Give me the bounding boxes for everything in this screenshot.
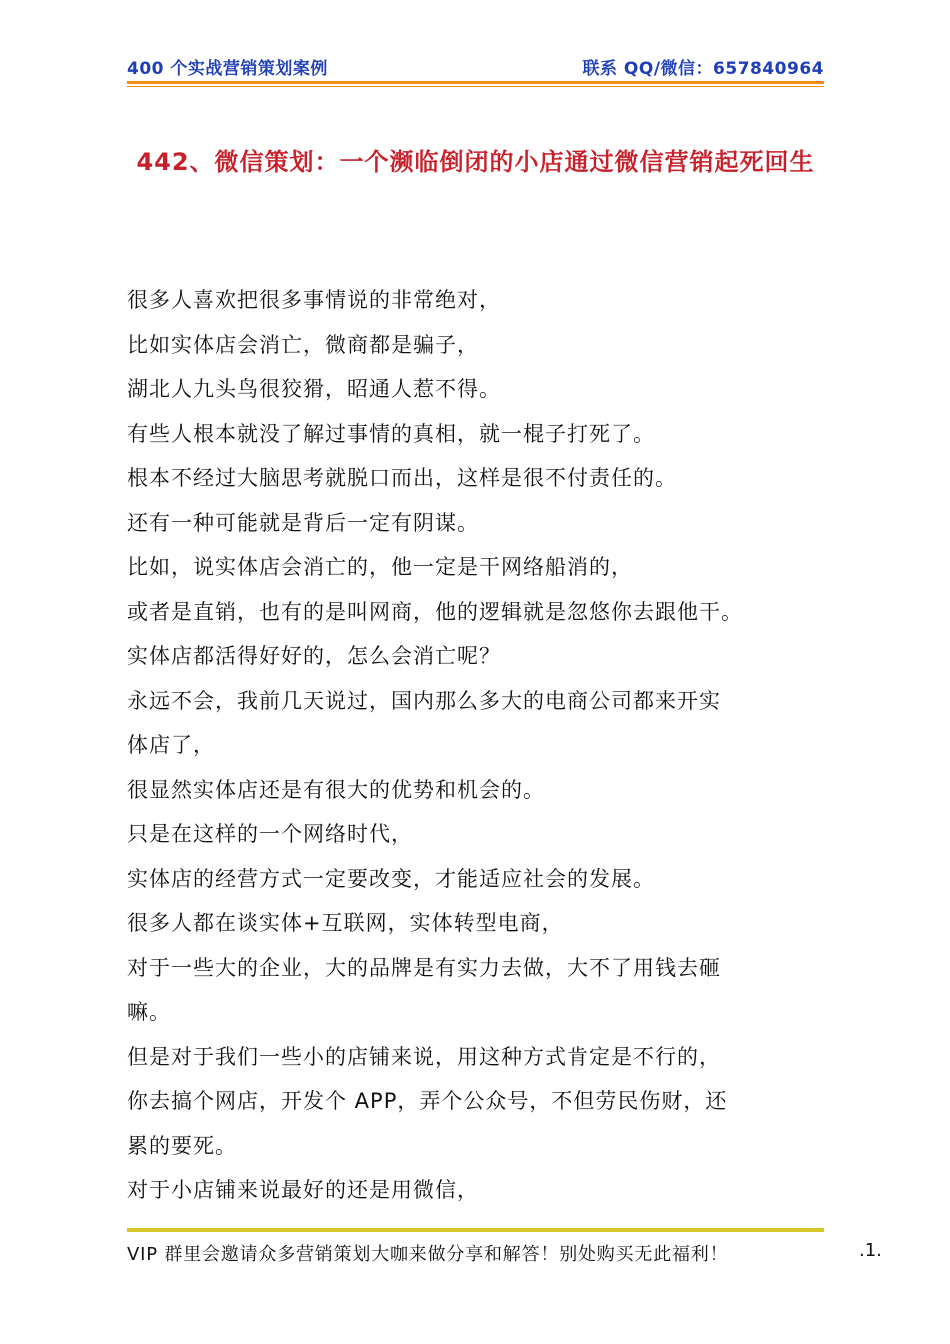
body-line: 比如实体店会消亡，微商都是骗子，	[127, 332, 479, 357]
body-line: 对于小店铺来说最好的还是用微信，	[127, 1178, 479, 1202]
body-line: 实体店都活得好好的，怎么会消亡呢？	[127, 644, 501, 668]
article-body	[127, 278, 827, 1213]
body-line: 但是对于我们一些小的店铺来说，用这种方式肯定是不行的，	[127, 1044, 721, 1069]
body-line: 有些人根本就没了解过事情的真相，就一棍子打死了。	[127, 421, 655, 446]
body-line: 嘛。	[127, 1000, 171, 1024]
page-header	[127, 54, 824, 78]
body-line: 根本不经过大脑思考就脱口而出，这样是很不付责任的。	[127, 466, 677, 490]
footer-divider	[127, 1228, 824, 1232]
body-line: 很多人都在谈实体+互联网，实体转型电商，	[127, 911, 564, 935]
body-line: 只是在这样的一个网络时代，	[127, 822, 413, 846]
header-divider	[127, 81, 824, 84]
header-contact: 联系 QQ/微信：657840964	[582, 59, 824, 79]
body-line: 永远不会，我前几天说过，国内那么多大的电商公司都来开实	[127, 688, 721, 713]
page-number: .1.	[859, 1240, 882, 1261]
body-line: 还有一种可能就是背后一定有阴谋。	[127, 510, 479, 535]
body-line: 比如，说实体店会消亡的，他一定是干网络船消的，	[127, 555, 633, 579]
body-line: 湖北人九头鸟很狡猾，昭通人惹不得。	[127, 377, 501, 401]
body-line: 你去搞个网店，开发个 APP，弄个公众号，不但劳民伤财，还	[127, 1089, 728, 1113]
body-line: 实体店的经营方式一定要改变，才能适应社会的发展。	[127, 866, 655, 891]
article-title: 442、微信策划：一个濒临倒闭的小店通过微信营销起死回生	[136, 148, 815, 176]
header-divider-thin	[127, 86, 824, 87]
body-line: 体店了，	[127, 733, 215, 757]
body-line: 很显然实体店还是有很大的优势和机会的。	[127, 777, 545, 802]
body-line: 累的要死。	[127, 1133, 237, 1158]
header-series-title: 400 个实战营销策划案例	[127, 59, 328, 79]
body-line: 或者是直销，也有的是叫网商，他的逻辑就是忽悠你去跟他干。	[127, 599, 743, 624]
body-line: 很多人喜欢把很多事情说的非常绝对，	[127, 288, 501, 312]
body-line: 对于一些大的企业，大的品牌是有实力去做，大不了用钱去砸	[127, 955, 721, 980]
footer-note: VIP 群里会邀请众多营销策划大咖来做分享和解答！别处购买无此福利！	[127, 1244, 729, 1265]
